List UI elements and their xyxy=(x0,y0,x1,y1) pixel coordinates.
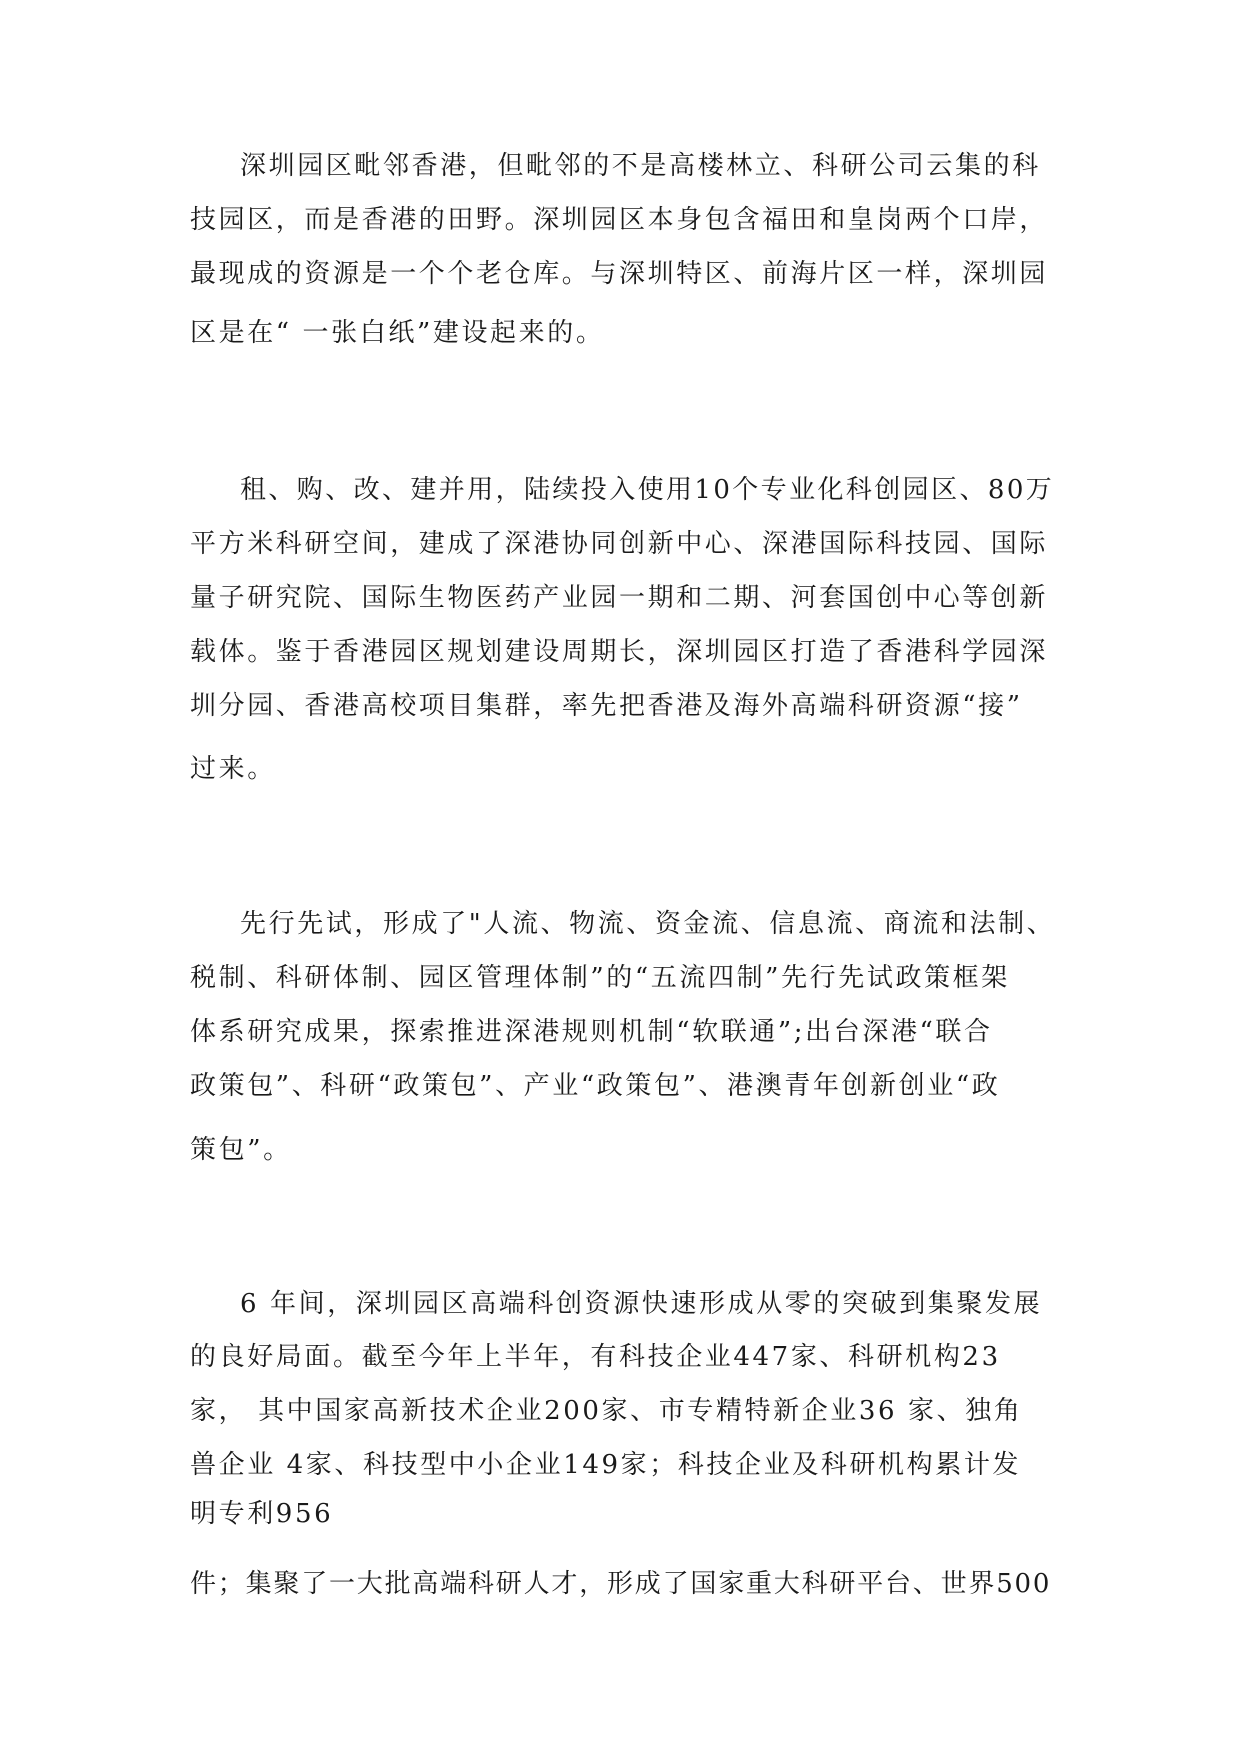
paragraph-3-line-2: 税制、科研体制、园区管理体制”的“五流四制”先行先试政策框架 xyxy=(190,963,1010,993)
paragraph-4-line-1: 6 年间，深圳园区高端科创资源快速形成从零的突破到集聚发展 xyxy=(240,1289,1043,1319)
paragraph-1-line-4: 区是在“ 一张白纸”建设起来的。 xyxy=(190,318,605,348)
paragraph-1-line-3: 最现成的资源是一个个老仓库。与深圳特区、前海片区一样，深圳园 xyxy=(190,259,1049,289)
paragraph-1-line-2: 技园区，而是香港的田野。深圳园区本身包含福田和皇岗两个口岸， xyxy=(190,205,1049,235)
paragraph-3-line-1: 先行先试，形成了"人流、物流、资金流、信息流、商流和法制、 xyxy=(240,909,1056,939)
paragraph-1-line-1: 深圳园区毗邻香港，但毗邻的不是高楼林立、科研公司云集的科 xyxy=(240,151,1041,181)
paragraph-2-line-5: 圳分园、香港高校项目集群，率先把香港及海外高端科研资源“接” xyxy=(190,691,1023,721)
paragraph-2-line-2: 平方米科研空间，建成了深港协同创新中心、深港国际科技园、国际 xyxy=(190,529,1049,559)
paragraph-2-line-3: 量子研究院、国际生物医药产业园一期和二期、河套国创中心等创新 xyxy=(190,583,1049,613)
paragraph-2-line-6: 过来。 xyxy=(190,754,276,784)
paragraph-3-line-4: 政策包”、科研“政策包”、产业“政策包”、港澳青年创新创业“政 xyxy=(190,1071,1001,1101)
paragraph-4-line-3: 家， 其中国家高新技术企业200家、市专精特新企业36 家、独角 xyxy=(190,1396,1023,1426)
paragraph-4-line-5: 明专利956 xyxy=(190,1499,334,1529)
paragraph-2-line-1: 租、购、改、建并用，陆续投入使用10个专业化科创园区、80万 xyxy=(240,475,1055,505)
paragraph-3-line-5: 策包”。 xyxy=(190,1135,292,1165)
paragraph-3-line-3: 体系研究成果，探索推进深港规则机制“软联通”;出台深港“联合 xyxy=(190,1017,993,1047)
paragraph-4-line-2: 的良好局面。截至今年上半年，有科技企业447家、科研机构23 xyxy=(190,1342,1001,1372)
paragraph-2-line-4: 载体。鉴于香港园区规划建设周期长，深圳园区打造了香港科学园深 xyxy=(190,637,1049,667)
paragraph-4-line-6: 件；集聚了一大批高端科研人才，形成了国家重大科研平台、世界500 xyxy=(190,1569,1052,1599)
paragraph-4-line-4: 兽企业 4家、科技型中小企业149家；科技企业及科研机构累计发 xyxy=(190,1450,1022,1480)
